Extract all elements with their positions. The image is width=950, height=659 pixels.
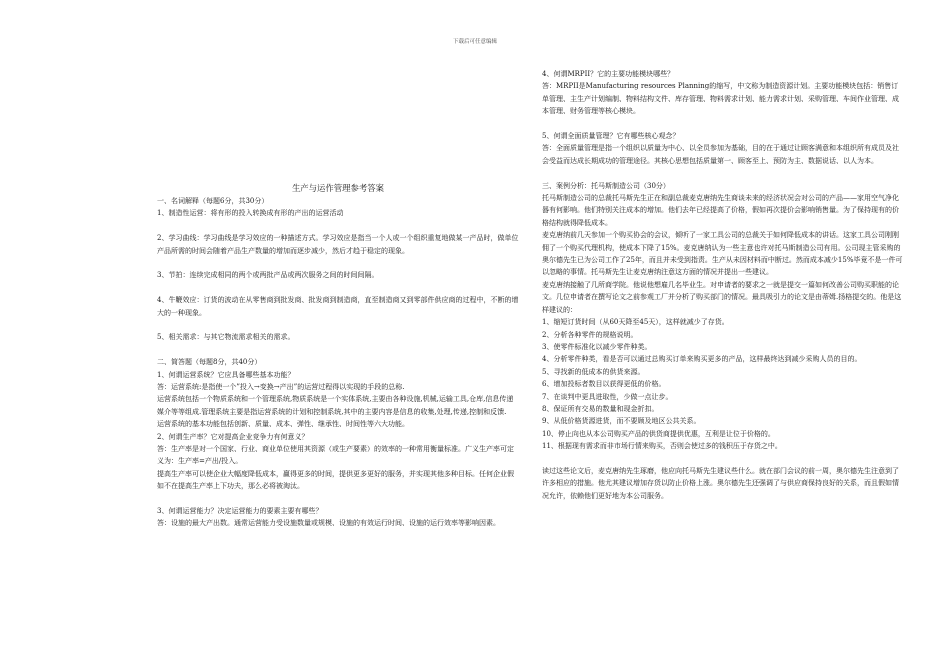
paragraph: 4、何谓MRPII？它的主要功能模块哪些？ (542, 70, 675, 78)
paragraph-gap (157, 319, 519, 331)
paragraph: 麦克唐纳前几天参加一个购买协会的会议，倾听了一家工具公司的总裁关于如何降低成本的讲话。这家工具公司刚刚佣了一个购买代理机构，使成本下降了15%。麦克唐纳认为一些主意也许对托马斯制造公司有用。公司现主管采购的奥尔德先生已为公司工作了25年，而且并未受到指责。生产从未因材料而中断过。然而成本减少15%毕竟不是一件可以忽略的事情。托马斯先生让麦克唐纳注意这方面的情况并提出一些建议。 (542, 231, 903, 277)
paragraph: 答：全面质量管理是指一个组织以质量为中心、以全员参加为基础，目的在于通过让顾客满意和本组织所有成员及社会受益而达成长期成功的管理途径。其核心思想包括质量第一、顾客至上、预防为主、数据说话、以人为本。 (542, 144, 899, 165)
paragraph: 运营系统包括一个物质系统和一个管理系统,物质系统是一个实体系统,主要由各种设施,机械,运输工具,仓库,信息传递媒介等等组成.管理系统主要是指运营系统的计划和控制系统,其中的主要内容是信息的收集,处理,传递,控制和反馈. (157, 395, 514, 416)
paragraph-gap (157, 257, 519, 269)
paragraph: 答：MRPII是Manufacturing resources Planning的缩写，中文称为制造资源计划。主要功能模块包括：销售订单管理、主生产计划编制、物料结构文件、库存管理、物料需求计划、能力需求计划、采购管理、车间作业管理、成本管理、财务管理等核心模块。 (542, 82, 899, 116)
paragraph-gap (157, 493, 519, 505)
paragraph: 运营系统的基本功能包括创新、质量、成本、弹性、继承性、时间性等六大功能。 (157, 420, 409, 429)
paragraph: 答：设施的最大产出数。通常运营能力受设施数量或规模、设施的有效运行时间、设施的运行效率等影响因素。 (157, 519, 500, 528)
paragraph: 答：运营系统:是指使一个”投入→变换→产出”的运营过程得以实现的手段的总称. (157, 383, 405, 392)
paragraph: 3、节拍：连续完成相同的两个或两批产品或两次服务之间的时间间隔。 (157, 271, 379, 280)
paragraph: 读过这些论文后，麦克唐纳先生琢磨，他应向托马斯先生建议些什么。就在部门会议的前一周，奥尔德先生注意到了许多相应的措施。他尤其建议增加存货以防止价格上涨。奥尔德先生还强调了与供应商保持良好的关系，而且假如情况允许，依赖他们更好地为本公司服务。 (542, 466, 899, 500)
paragraph: 1、缩短订货时间（从60天降至45天），这样就减少了存货。 (542, 318, 729, 327)
paragraph-gap (157, 282, 519, 294)
paragraph: 3、使零件标准化以减少零件种类。 (542, 342, 652, 351)
paragraph: 麦克唐纳接触了几所商学院。他说他想雇几名毕业生。对申请者的要求之一就是提交一篇如何改善公司购买职能的论文。几位申请者在撰写论文之前参观工厂并分析了购买部门的情况。最具吸引力的论文是由蒂姆.扬格提交的。他是这样建议的： (542, 280, 902, 314)
paragraph: 2、学习曲线：学习曲线是学习效应的一种描述方式。学习效应是指当一个人或一个组织重复地做某一产品时，做单位产品所需的时间会随着产品生产数量的增加而逐步减少，然后才趋于稳定的现象。 (157, 234, 519, 255)
paragraph-gap (542, 118, 904, 130)
paragraph: 11、根据现有需求而非市场行情来购买，否则会使过多的钱积压于存货之中。 (542, 442, 782, 451)
paragraph: 4、牛鞭效应：订货的波动在从零售商到批发商、批发商到制造商，直至制造商又到零部件供应商的过程中，不断的增大的一种现象。 (157, 296, 519, 317)
paragraph-gap (542, 167, 904, 179)
paragraph: 3、何谓运营能力？决定运营能力的要素主要有哪些？ (157, 507, 323, 516)
document-title: 生产与运作管理参考答案 (291, 183, 385, 193)
left-column (157, 182, 519, 530)
paragraph: 5、相关需求：与其它物流需求相关的需求。 (157, 333, 295, 342)
paragraph: 9、从低价格货源进货，而不要顾及地区公共关系。 (542, 417, 701, 426)
paragraph: 一、名词解释（每题6分，共30分） (157, 197, 269, 205)
paragraph: 10、停止向也从本公司购买产品的供货商提供优惠，互利是让位于价格的。 (542, 429, 775, 438)
paragraph: 1、制造性运营：将有形的投入转换成有形的产出的运营活动 (157, 209, 344, 218)
paragraph: 答：生产率是对一个国家、行业、商业单位使用其资源（或生产要素）的效率的一种常用衡量标准。广义生产率可定义为：生产率=产出/投入。 (157, 445, 514, 466)
paragraph: 二、简答题（每题8分，共40分） (157, 358, 262, 367)
page-header: 下载后可任意编辑 (452, 39, 497, 45)
paragraph: 提高生产率可以使企业大幅度降低成本，赢得更多的时间，提供更多更好的服务，并实现其他多种目标。任何企业假如不在提高生产率上下功夫，那么必将被淘汰。 (157, 469, 514, 491)
paragraph: 1、何谓运营系统？它应具备哪些基本功能？ (157, 370, 295, 379)
paragraph-gap (157, 344, 519, 356)
right-column (542, 68, 904, 502)
paragraph: 三、案例分析：托马斯制造公司（30分） (542, 181, 670, 190)
paragraph: 7、在谈判中更具进取性，少做一点让步。 (542, 392, 673, 401)
paragraph: 托马斯制造公司的总裁托马斯先生正在和副总裁麦克唐纳先生商谈未来的经济状况会对公司的产品——家用空气净化器有何影响。他们特别关注成本的增加。他们去年已经提高了价格，假如再次提价会影响销售量。为了保持现有的价格结构就得降低成本。 (542, 194, 899, 227)
paragraph-gap (542, 453, 904, 465)
paragraph: 8、保证所有交易的数量和现金折扣。 (542, 404, 659, 413)
paragraph: 5、寻找新的低成本的供货来源。 (542, 367, 645, 376)
paragraph: 6、增加投标者数目以获得更低的价格。 (542, 380, 666, 389)
paragraph: 2、分析各种零件的规格说明。 (542, 330, 638, 339)
paragraph: 4、分析零件种类，看是否可以通过总购买订单来购买更多的产品，这样最终达到减少采购人员的目的。 (542, 355, 862, 364)
paragraph: 5、何谓全面质量管理？它有哪些核心观念？ (542, 132, 680, 141)
paragraph: 2、何谓生产率？它对提高企业竞争力有何意义？ (157, 432, 309, 441)
paragraph-gap (157, 220, 519, 232)
